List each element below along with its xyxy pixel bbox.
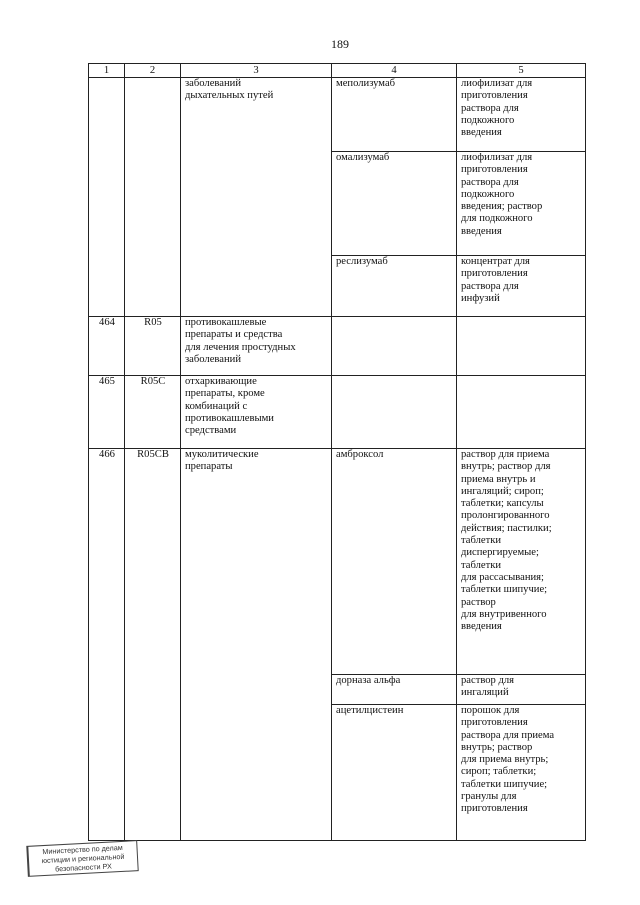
cell-description: отхаркивающие препараты, кроме комбинаций с противокашлевыми средствами (181, 376, 332, 449)
header-cell: 3 (181, 64, 332, 78)
table-row (89, 376, 586, 449)
header-cell: 1 (89, 64, 125, 78)
cell-drug-form: лиофилизат для приготовления раствора для подкожного введения (457, 78, 586, 152)
cell-drug-form: порошок для приготовления раствора для приема внутрь; раствор для приема внутрь; сироп; таблетки; таблетки шипучие; гранулы для приготовления (457, 705, 586, 841)
cell-empty (332, 317, 457, 376)
table-row (89, 78, 586, 152)
cell-drug-name: амброксол (332, 449, 457, 675)
cell-drug-name: ацетилцистеин (332, 705, 457, 841)
header-cell: 4 (332, 64, 457, 78)
header-cell: 2 (125, 64, 181, 78)
cell-code: R05CB (125, 449, 181, 841)
cell-code-empty (125, 78, 181, 317)
cell-drug-form: раствор для ингаляций (457, 675, 586, 705)
cell-description: заболеваний дыхательных путей (181, 78, 332, 317)
table-header-row (89, 64, 586, 78)
cell-drug-form: лиофилизат для приготовления раствора для подкожного введения; раствор для подкожного введения (457, 152, 586, 256)
cell-description: противокашлевые препараты и средства для лечения простудных заболеваний (181, 317, 332, 376)
cell-description: муколитические препараты (181, 449, 332, 841)
cell-drug-name: дорназа альфа (332, 675, 457, 705)
cell-empty (457, 376, 586, 449)
cell-code: R05 (125, 317, 181, 376)
page-number: 189 (331, 37, 349, 51)
cell-drug-form: раствор для приема внутрь; раствор для приема внутрь и ингаляций; сироп; таблетки; капсулы пролонгированного действия; пастилки; таблетки диспергируемые; таблетки для рассасывания; таблетки шипучие; раствор для внутривенного введения (457, 449, 586, 675)
cell-code: R05C (125, 376, 181, 449)
cell-num: 466 (89, 449, 125, 841)
table-row (89, 449, 586, 675)
cell-empty (332, 376, 457, 449)
header-cell: 5 (457, 64, 586, 78)
cell-drug-name: омализумаб (332, 152, 457, 256)
cell-drug-name: меполизумаб (332, 78, 457, 152)
cell-empty (457, 317, 586, 376)
cell-drug-name: реслизумаб (332, 256, 457, 317)
official-stamp: Министерство по делам юстиции и региональной безопасности РХ (26, 840, 138, 877)
cell-num: 465 (89, 376, 125, 449)
cell-num-empty (89, 78, 125, 317)
drug-table (88, 63, 586, 841)
cell-num: 464 (89, 317, 125, 376)
cell-drug-form: концентрат для приготовления раствора для инфузий (457, 256, 586, 317)
table-row (89, 317, 586, 376)
